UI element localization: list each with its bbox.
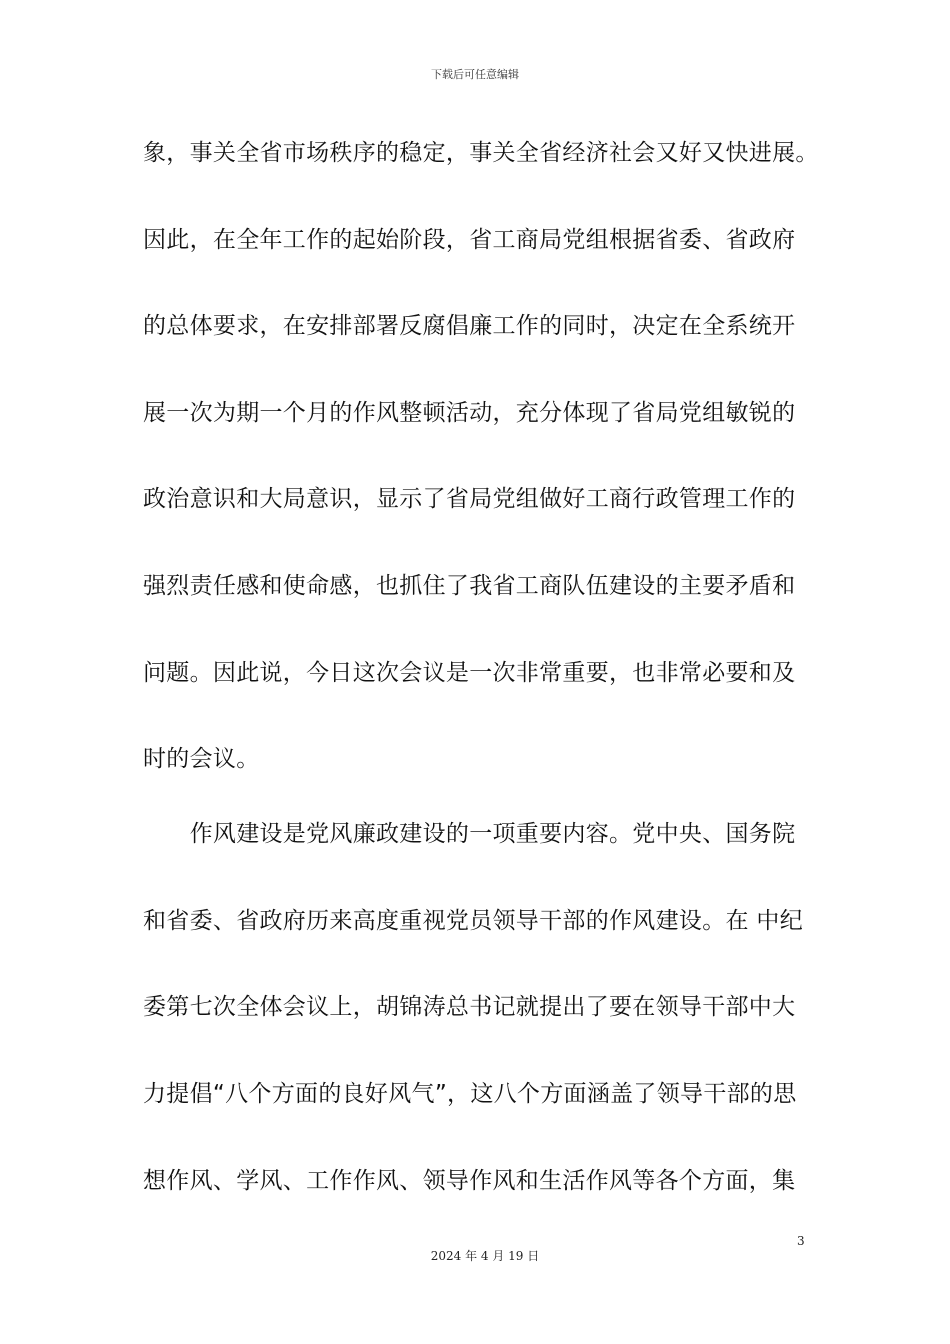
body-text-line: 象，事关全省市场秩序的稳定，事关全省经济社会又好又快进展。 xyxy=(143,140,819,166)
page-number: 3 xyxy=(797,1234,805,1248)
body-text-line: 委第七次全体会议上，胡锦涛总书记就提出了要在领导干部中大 xyxy=(143,994,796,1020)
body-text-line: 的总体要求，在安排部署反腐倡廉工作的同时，决定在全系统开 xyxy=(143,313,796,339)
body-text-line: 力提倡“八个方面的良好风气”，这八个方面涵盖了领导干部的思 xyxy=(143,1081,797,1107)
body-text-line: 时的会议。 xyxy=(143,746,260,772)
body-text-line: 和省委、省政府历来高度重视党员领导干部的作风建设。在 中纪 xyxy=(143,908,804,934)
body-text-line: 因此，在全年工作的起始阶段，省工商局党组根据省委、省政府 xyxy=(143,227,796,253)
page-header: 下载后可任意编辑 xyxy=(431,68,519,81)
body-text-line: 政治意识和大局意识，显示了省局党组做好工商行政管理工作的 xyxy=(143,486,796,512)
body-text-line: 问题。因此说，今日这次会议是一次非常重要，也非常必要和及 xyxy=(143,660,796,686)
body-text-line: 想作风、学风、工作作风、领导作风和生活作风等各个方面，集 xyxy=(143,1168,796,1194)
body-text-line: 展一次为期一个月的作风整顿活动，充分体现了省局党组敏锐的 xyxy=(143,400,796,426)
body-text-line: 作风建设是党风廉政建设的一项重要内容。党中央、国务院 xyxy=(143,821,796,847)
body-text-line: 强烈责任感和使命感，也抓住了我省工商队伍建设的主要矛盾和 xyxy=(143,573,796,599)
footer-date: 2024 年 4 月 19 日 xyxy=(430,1249,540,1263)
